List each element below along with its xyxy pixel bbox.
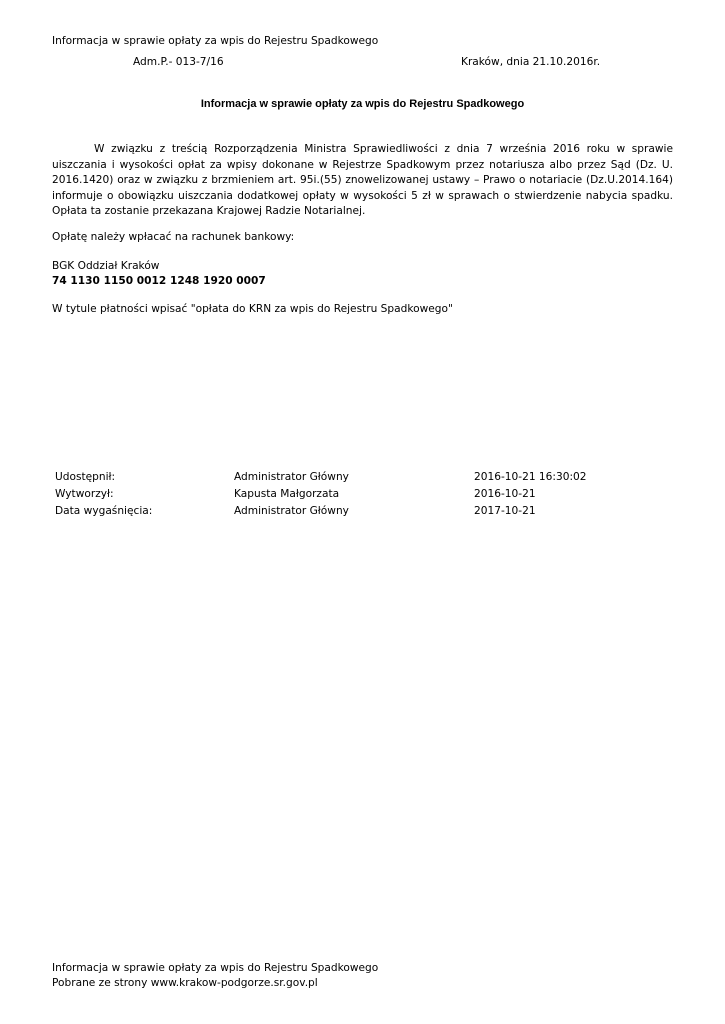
reference-number: Adm.P.- 013-7/16 xyxy=(133,56,224,68)
metadata-row-created xyxy=(55,487,587,504)
payment-info: Opłatę należy wpłacać na rachunek bankowy: xyxy=(52,231,295,243)
metadata-label: Wytworzył: xyxy=(55,488,114,500)
metadata-date: 2016-10-21 16:30:02 xyxy=(474,471,587,483)
metadata-label: Udostępnił: xyxy=(55,471,116,483)
document-title: Informacja w sprawie opłaty za wpis do Rejestru Spadkowego xyxy=(200,98,525,110)
metadata-date: 2017-10-21 xyxy=(474,505,536,517)
account-number: 74 1130 1150 0012 1248 1920 0007 xyxy=(52,275,266,287)
metadata-label: Data wygaśnięcia: xyxy=(55,505,153,517)
footer-source: Pobrane ze strony www.krakow-podgorze.sr.gov.pl xyxy=(52,977,318,989)
metadata-row-published xyxy=(55,470,587,487)
metadata-person: Kapusta Małgorzata xyxy=(234,488,340,500)
metadata-person: Administrator Główny xyxy=(234,505,349,517)
footer-title: Informacja w sprawie opłaty za wpis do Rejestru Spadkowego xyxy=(52,962,379,974)
metadata-date: 2016-10-21 xyxy=(474,488,536,500)
bank-name: BGK Oddział Kraków xyxy=(52,260,160,272)
header-title: Informacja w sprawie opłaty za wpis do Rejestru Spadkowego xyxy=(52,35,379,47)
metadata-row-expiry xyxy=(55,504,587,521)
metadata-person: Administrator Główny xyxy=(234,471,349,483)
body-paragraph: W związku z treścią Rozporządzenia Ministra Sprawiedliwości z dnia 7 września 2016 roku w sprawie uiszczania i wysokości opłat za wpisy dokonane w Rejestrze Spadkowym przez notariusza albo przez Sąd (Dz. U. 2016.1420) oraz w związku z brzmieniem art. 95i.(55) znowelizowanej ustawy – Prawo o notariacie (Dz.U.2014.164) informuje o obowiązku uiszczania dodatkowej opłaty w wysokości 5 zł w sprawach o stwierdzenie nabycia spadku. Opłata ta zostanie przekazana Krajowej Radzie Notarialnej. xyxy=(52,143,673,217)
place-date: Kraków, dnia 21.10.2016r. xyxy=(461,56,601,68)
payment-title-instruction: W tytule płatności wpisać "opłata do KRN za wpis do Rejestru Spadkowego" xyxy=(52,303,453,315)
metadata-table xyxy=(55,470,587,521)
